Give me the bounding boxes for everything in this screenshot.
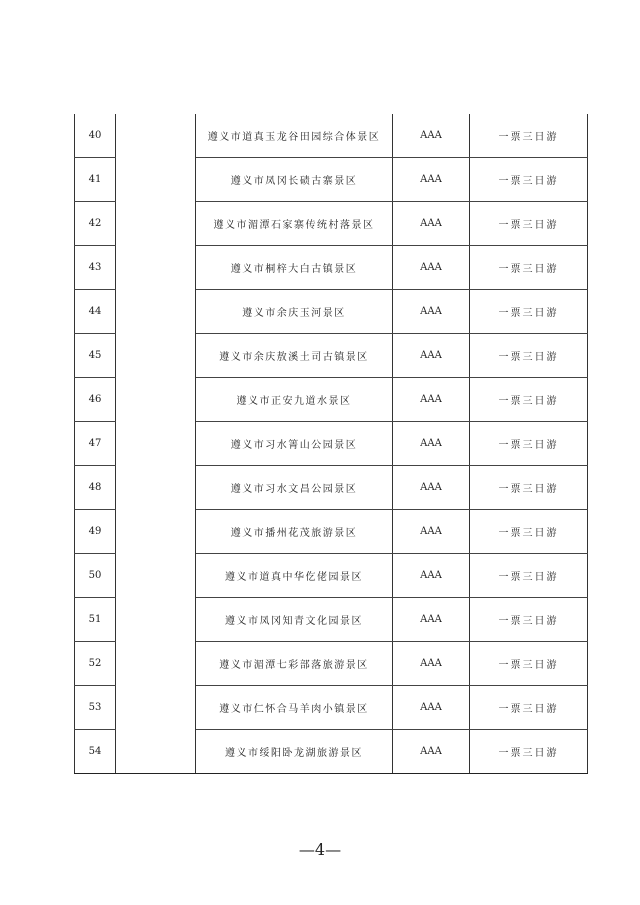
ticket-type-cell: 一票三日游 xyxy=(470,554,588,598)
scenic-name-cell: 遵义市仁怀合马羊肉小镇景区 xyxy=(196,686,393,730)
region-cell xyxy=(116,114,196,158)
region-cell xyxy=(116,378,196,422)
level-cell: AAA xyxy=(393,246,470,290)
table-row xyxy=(75,686,588,730)
table-row xyxy=(75,158,588,202)
table-body xyxy=(75,114,588,774)
level-cell: AAA xyxy=(393,686,470,730)
region-cell xyxy=(116,422,196,466)
region-cell xyxy=(116,642,196,686)
region-cell xyxy=(116,246,196,290)
table-row xyxy=(75,202,588,246)
row-number-cell: 46 xyxy=(75,378,116,422)
region-cell xyxy=(116,686,196,730)
ticket-type-cell: 一票三日游 xyxy=(470,422,588,466)
ticket-type-cell: 一票三日游 xyxy=(470,598,588,642)
region-cell xyxy=(116,158,196,202)
ticket-type-cell: 一票三日游 xyxy=(470,510,588,554)
region-cell xyxy=(116,334,196,378)
region-cell xyxy=(116,554,196,598)
scenic-spot-table xyxy=(74,114,588,774)
scenic-name-cell: 遵义市播州花茂旅游景区 xyxy=(196,510,393,554)
ticket-type-cell: 一票三日游 xyxy=(470,290,588,334)
row-number-cell: 54 xyxy=(75,730,116,774)
page-number: —4— xyxy=(298,840,342,859)
level-cell: AAA xyxy=(393,334,470,378)
scenic-name-cell: 遵义市道真玉龙谷田园综合体景区 xyxy=(196,114,393,158)
row-number-cell: 43 xyxy=(75,246,116,290)
ticket-type-cell: 一票三日游 xyxy=(470,114,588,158)
row-number-cell: 44 xyxy=(75,290,116,334)
ticket-type-cell: 一票三日游 xyxy=(470,686,588,730)
row-number-cell: 41 xyxy=(75,158,116,202)
row-number-cell: 49 xyxy=(75,510,116,554)
region-cell xyxy=(116,510,196,554)
scenic-name-cell: 遵义市习水文昌公园景区 xyxy=(196,466,393,510)
level-cell: AAA xyxy=(393,510,470,554)
scenic-name-cell: 遵义市余庆敖溪土司古镇景区 xyxy=(196,334,393,378)
table-row xyxy=(75,114,588,158)
table-row xyxy=(75,730,588,774)
scenic-name-cell: 遵义市绥阳卧龙湖旅游景区 xyxy=(196,730,393,774)
region-cell xyxy=(116,290,196,334)
region-cell xyxy=(116,466,196,510)
scenic-name-cell: 遵义市湄潭七彩部落旅游景区 xyxy=(196,642,393,686)
region-cell xyxy=(116,730,196,774)
scenic-name-cell: 遵义市湄潭石家寨传统村落景区 xyxy=(196,202,393,246)
table-row xyxy=(75,466,588,510)
ticket-type-cell: 一票三日游 xyxy=(470,642,588,686)
scenic-name-cell: 遵义市凤冈知青文化园景区 xyxy=(196,598,393,642)
level-cell: AAA xyxy=(393,642,470,686)
ticket-type-cell: 一票三日游 xyxy=(470,730,588,774)
row-number-cell: 47 xyxy=(75,422,116,466)
table-row xyxy=(75,246,588,290)
table-row xyxy=(75,422,588,466)
level-cell: AAA xyxy=(393,290,470,334)
ticket-type-cell: 一票三日游 xyxy=(470,378,588,422)
row-number-cell: 50 xyxy=(75,554,116,598)
row-number-cell: 40 xyxy=(75,114,116,158)
level-cell: AAA xyxy=(393,378,470,422)
ticket-type-cell: 一票三日游 xyxy=(470,246,588,290)
level-cell: AAA xyxy=(393,730,470,774)
row-number-cell: 48 xyxy=(75,466,116,510)
level-cell: AAA xyxy=(393,158,470,202)
region-cell xyxy=(116,202,196,246)
ticket-type-cell: 一票三日游 xyxy=(470,202,588,246)
scenic-name-cell: 遵义市正安九道水景区 xyxy=(196,378,393,422)
table-row xyxy=(75,598,588,642)
ticket-type-cell: 一票三日游 xyxy=(470,158,588,202)
table-row xyxy=(75,334,588,378)
scenic-name-cell: 遵义市桐梓大白古镇景区 xyxy=(196,246,393,290)
table-row xyxy=(75,554,588,598)
level-cell: AAA xyxy=(393,466,470,510)
row-number-cell: 45 xyxy=(75,334,116,378)
level-cell: AAA xyxy=(393,202,470,246)
table-row xyxy=(75,290,588,334)
scenic-name-cell: 遵义市凤冈长碛古寨景区 xyxy=(196,158,393,202)
table-row xyxy=(75,642,588,686)
table-row xyxy=(75,510,588,554)
row-number-cell: 53 xyxy=(75,686,116,730)
level-cell: AAA xyxy=(393,114,470,158)
level-cell: AAA xyxy=(393,422,470,466)
level-cell: AAA xyxy=(393,598,470,642)
region-cell xyxy=(116,598,196,642)
row-number-cell: 51 xyxy=(75,598,116,642)
row-number-cell: 42 xyxy=(75,202,116,246)
ticket-type-cell: 一票三日游 xyxy=(470,466,588,510)
row-number-cell: 52 xyxy=(75,642,116,686)
level-cell: AAA xyxy=(393,554,470,598)
scenic-name-cell: 遵义市习水箐山公园景区 xyxy=(196,422,393,466)
ticket-type-cell: 一票三日游 xyxy=(470,334,588,378)
scenic-name-cell: 遵义市道真中华仡佬园景区 xyxy=(196,554,393,598)
scenic-name-cell: 遵义市余庆玉河景区 xyxy=(196,290,393,334)
table-row xyxy=(75,378,588,422)
